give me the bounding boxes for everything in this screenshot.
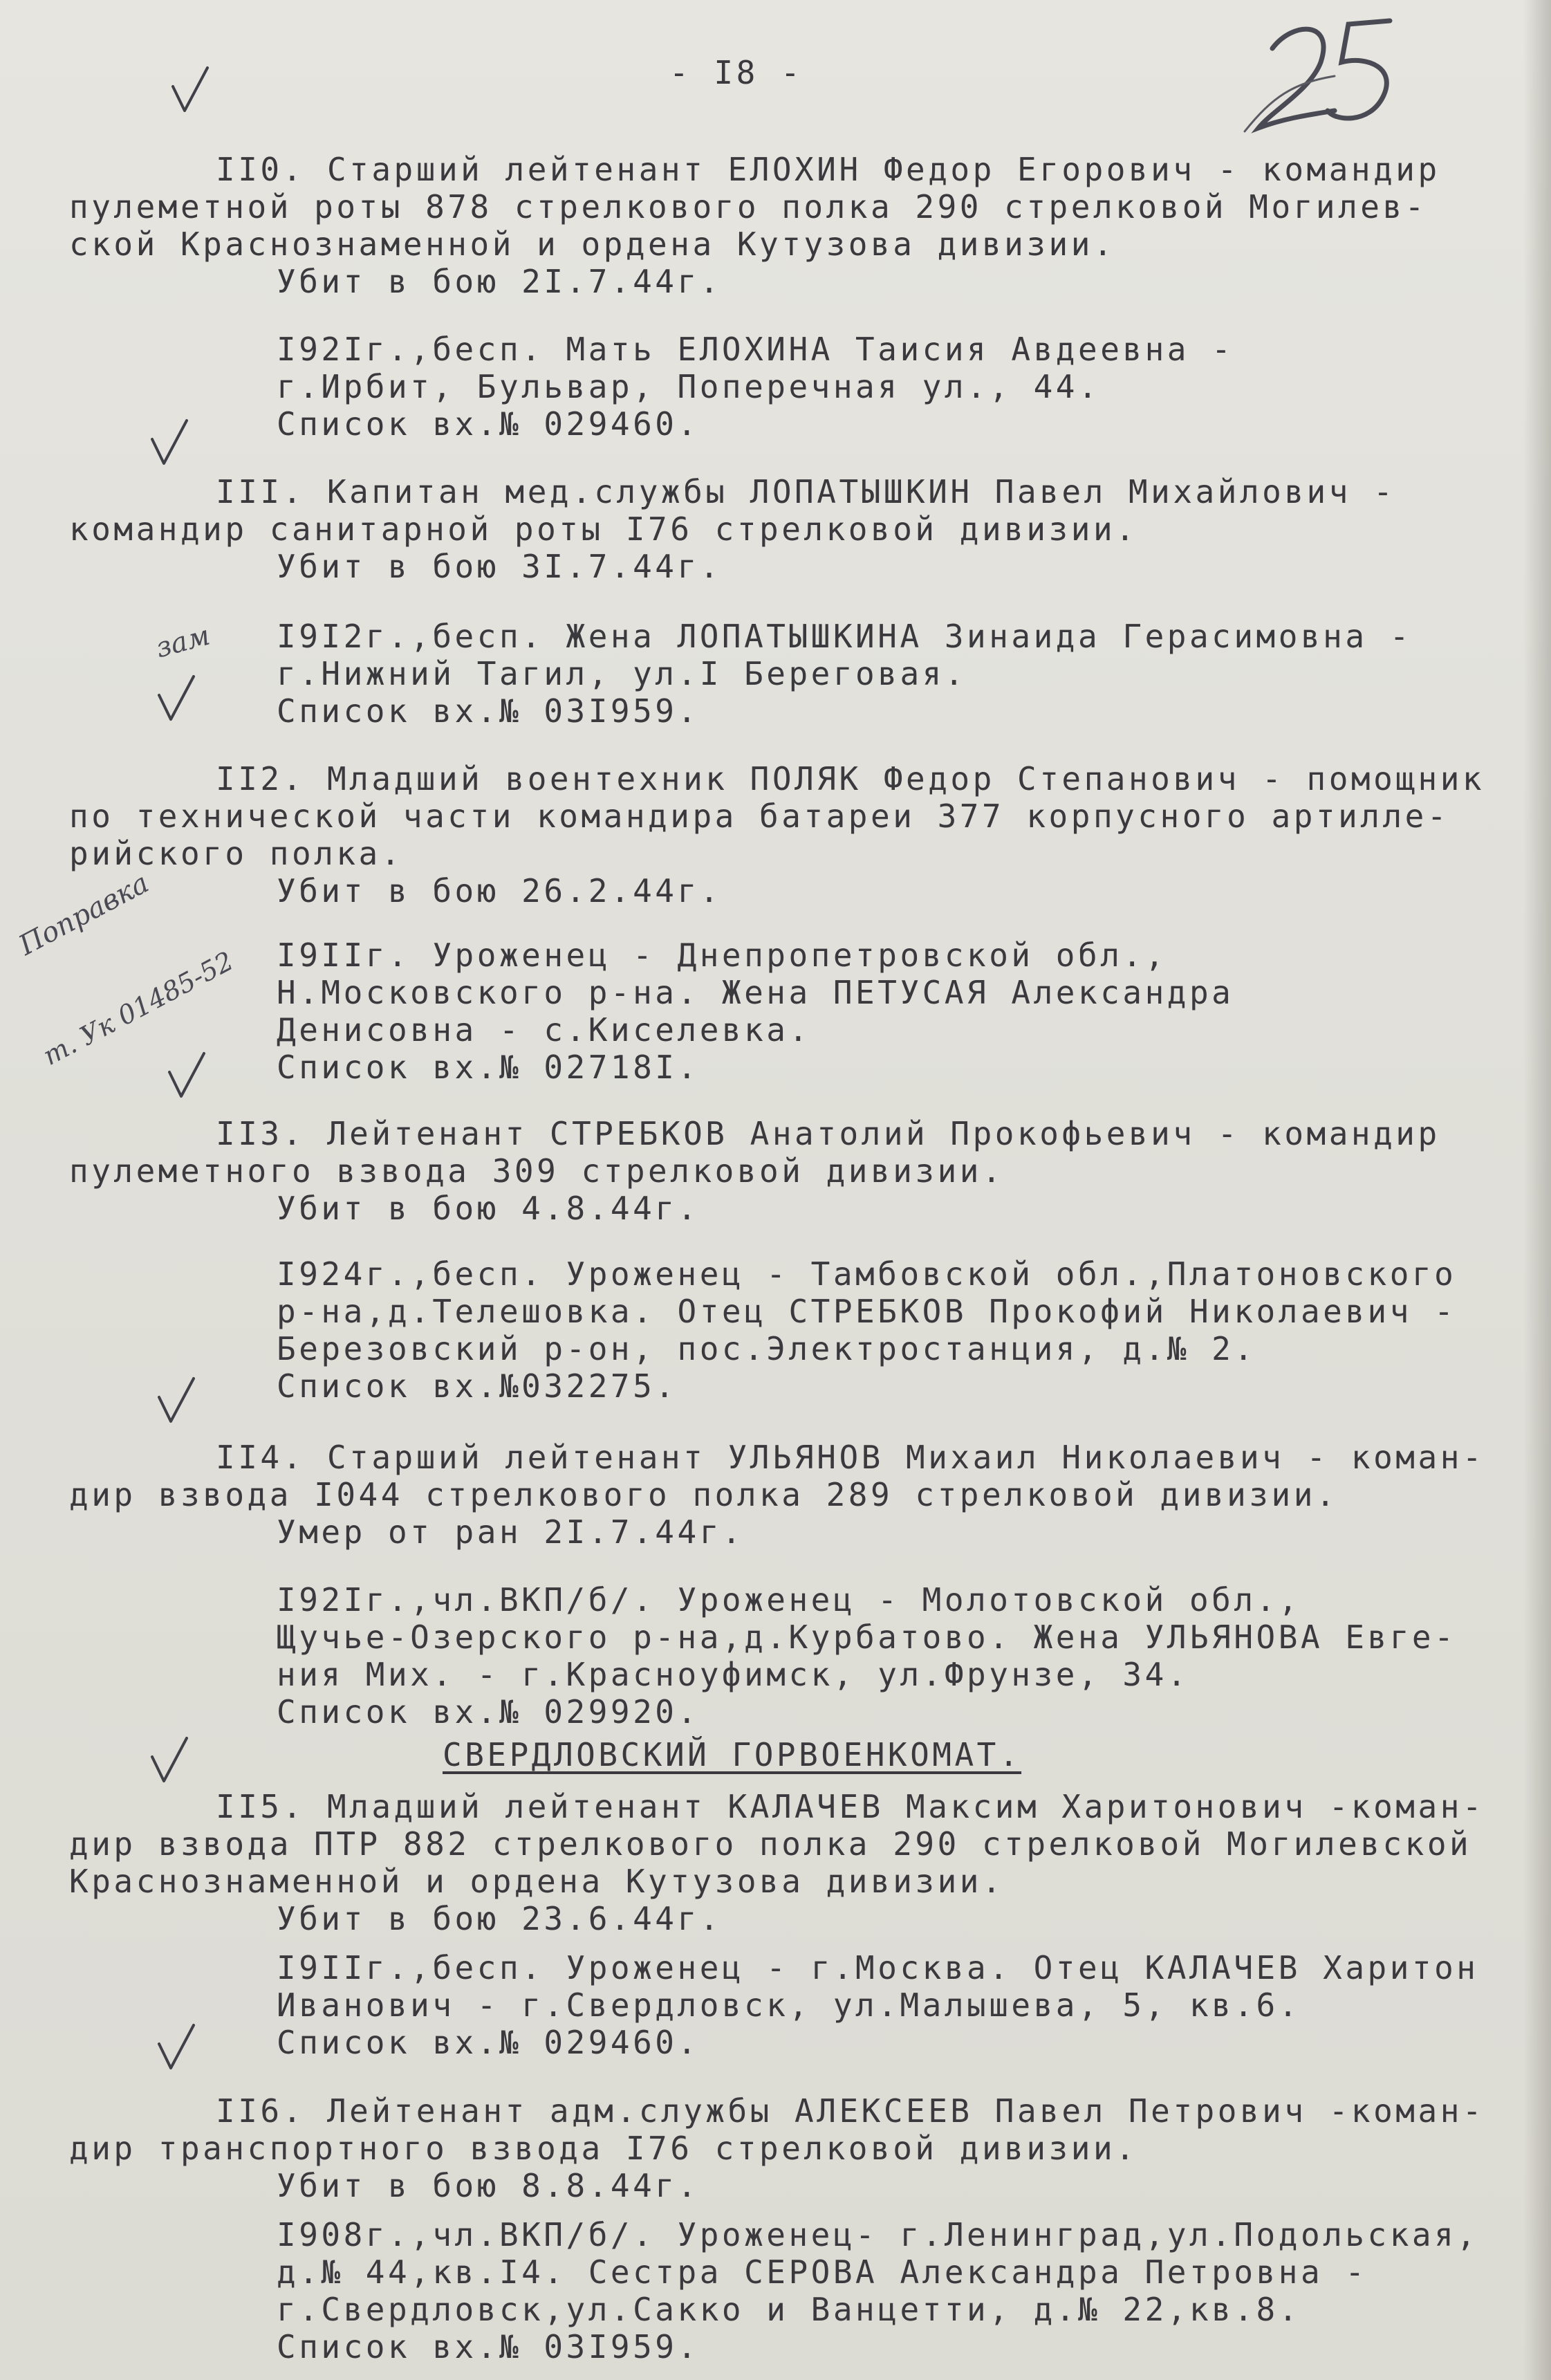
entry-111-detail-1: I9I2г.,бесп. Жена ЛОПАТЫШКИНА Зинаида Герасимовна - [277,618,1412,655]
check-mark-icon [166,1051,207,1100]
entry-110-line-3: ской Краснознаменной и ордена Кутузова дивизии. [69,225,1116,263]
entry-116-detail-1: I908г.,чл.ВКП/б/. Уроженец- г.Ленинград,ул.Подольская, [277,2216,1479,2253]
entry-116-detail-4: Список вх.№ 03I959. [277,2328,700,2365]
entry-112-detail-2: Н.Московского р-на. Жена ПЕТУСАЯ Александра [277,974,1234,1011]
entry-112-line-2: по технической части командира батареи 377 корпусного артилле- [69,797,1450,835]
entry-114-line-2: дир взвода I044 стрелкового полка 289 стрелковой дивизии. [69,1476,1339,1513]
entry-115-detail-2: Иванович - г.Свердловск, ул.Малышева, 5, кв.6. [277,1986,1301,2024]
entry-113-detail-1: I924г.,бесп. Уроженец - Тамбовской обл.,Платоновского [277,1255,1457,1293]
entry-113-line-3: Убит в бою 4.8.44г. [277,1190,700,1227]
entry-114-line-3: Умер от ран 2I.7.44г. [277,1513,745,1551]
entry-111-line-2: командир санитарной роты I76 стрелковой дивизии. [69,510,1138,548]
handwritten-margin-note-2: т. Ук 01485-52 [38,945,239,1071]
entry-115-detail-1: I9IIг.,бесп. Уроженец - г.Москва. Отец КАЛАЧЕВ Харитон [277,1949,1479,1986]
entry-114-detail-4: Список вх.№ 029920. [277,1693,700,1731]
entry-116-line-1: II6. Лейтенант адм.службы АЛЕКСЕЕВ Павел Петрович -коман- [216,2092,1485,2130]
entry-115-line-2: дир взвода ПТР 882 стрелкового полка 290 стрелковой Могилевской [69,1825,1472,1863]
entry-112-line-4: Убит в бою 26.2.44г. [277,872,722,910]
entry-115-line-4: Убит в бою 23.6.44г. [277,1900,722,1937]
handwritten-margin-note-1: Поправка [14,867,154,962]
entry-110-line-2: пулеметной роты 878 стрелкового полка 290 стрелковой Могилев- [69,188,1427,225]
entry-115-line-1: II5. Младший лейтенант КАЛАЧЕВ Максим Харитонович -коман- [216,1788,1485,1825]
handwritten-note-zam: зам [152,619,214,665]
page-number: - I8 - [669,54,804,91]
entry-113-line-1: II3. Лейтенант СТРЕБКОВ Анатолий Прокофьевич - командир [216,1115,1440,1152]
entry-114-detail-3: ния Мих. - г.Красноуфимск, ул.Фрунзе, 34. [277,1656,1189,1693]
entry-110-detail-3: Список вх.№ 029460. [277,405,700,443]
entry-111-line-3: Убит в бою 3I.7.44г. [277,548,722,585]
entry-114-detail-1: I92Iг.,чл.ВКП/б/. Уроженец - Молотовской обл., [277,1581,1301,1618]
handwritten-page-mark [1231,7,1411,145]
entry-116-line-3: Убит в бою 8.8.44г. [277,2167,700,2204]
entry-115-detail-3: Список вх.№ 029460. [277,2024,700,2061]
entry-111-line-1: III. Капитан мед.службы ЛОПАТЫШКИН Павел Михайлович - [216,473,1396,510]
entry-112-line-1: II2. Младший воентехник ПОЛЯК Федор Степанович - помощник [216,760,1485,797]
handwritten-page-mark-drawing [1231,7,1411,145]
check-mark-icon [169,66,211,114]
check-mark-icon [156,674,197,723]
entry-112-line-3: рийского полка. [69,835,403,872]
entry-116-line-2: дир транспортного взвода I76 стрелковой дивизии. [69,2130,1138,2167]
entry-115-line-3: Краснознаменной и ордена Кутузова дивизии. [69,1863,1005,1900]
entry-110-detail-2: г.Ирбит, Бульвар, Поперечная ул., 44. [277,368,1101,405]
entry-114-detail-2: Щучье-Озерского р-на,д.Курбатово. Жена УЛЬЯНОВА Евге- [277,1618,1457,1656]
entry-110-line-4: Убит в бою 2I.7.44г. [277,263,722,300]
check-mark-icon [149,418,190,467]
entry-113-detail-3: Березовский р-он, пос.Электростанция, д.№ 2. [277,1330,1256,1367]
check-mark-icon [156,1376,197,1425]
entry-114-line-1: II4. Старший лейтенант УЛЬЯНОВ Михаил Николаевич - коман- [216,1439,1485,1476]
entry-113-line-2: пулеметного взвода 309 стрелковой дивизии. [69,1152,1005,1190]
entry-111-detail-3: Список вх.№ 03I959. [277,692,700,730]
entry-112-detail-3: Денисовна - с.Киселевка. [277,1011,811,1049]
entry-110-detail-1: I92Iг.,бесп. Мать ЕЛОХИНА Таисия Авдеевна - [277,331,1234,368]
section-heading: СВЕРДЛОВСКИЙ ГОРВОЕНКОМАТ. [443,1736,1022,1773]
entry-113-detail-2: р-на,д.Телешовка. Отец СТРЕБКОВ Прокофий Николаевич - [277,1293,1457,1330]
entry-112-detail-1: I9IIг. Уроженец - Днепропетровской обл., [277,937,1167,974]
entry-113-detail-4: Список вх.№032275. [277,1367,678,1405]
entry-116-detail-2: д.№ 44,кв.I4. Сестра СЕРОВА Александра Петровна - [277,2253,1368,2291]
entry-111-detail-2: г.Нижний Тагил, ул.I Береговая. [277,655,967,692]
check-mark-icon [156,2023,197,2072]
entry-110-line-1: II0. Старший лейтенант ЕЛОХИН Федор Егорович - командир [216,151,1440,188]
entry-116-detail-3: г.Свердловск,ул.Сакко и Ванцетти, д.№ 22,кв.8. [277,2291,1301,2328]
entry-112-detail-4: Список вх.№ 02718I. [277,1049,700,1086]
check-mark-icon [149,1736,190,1784]
